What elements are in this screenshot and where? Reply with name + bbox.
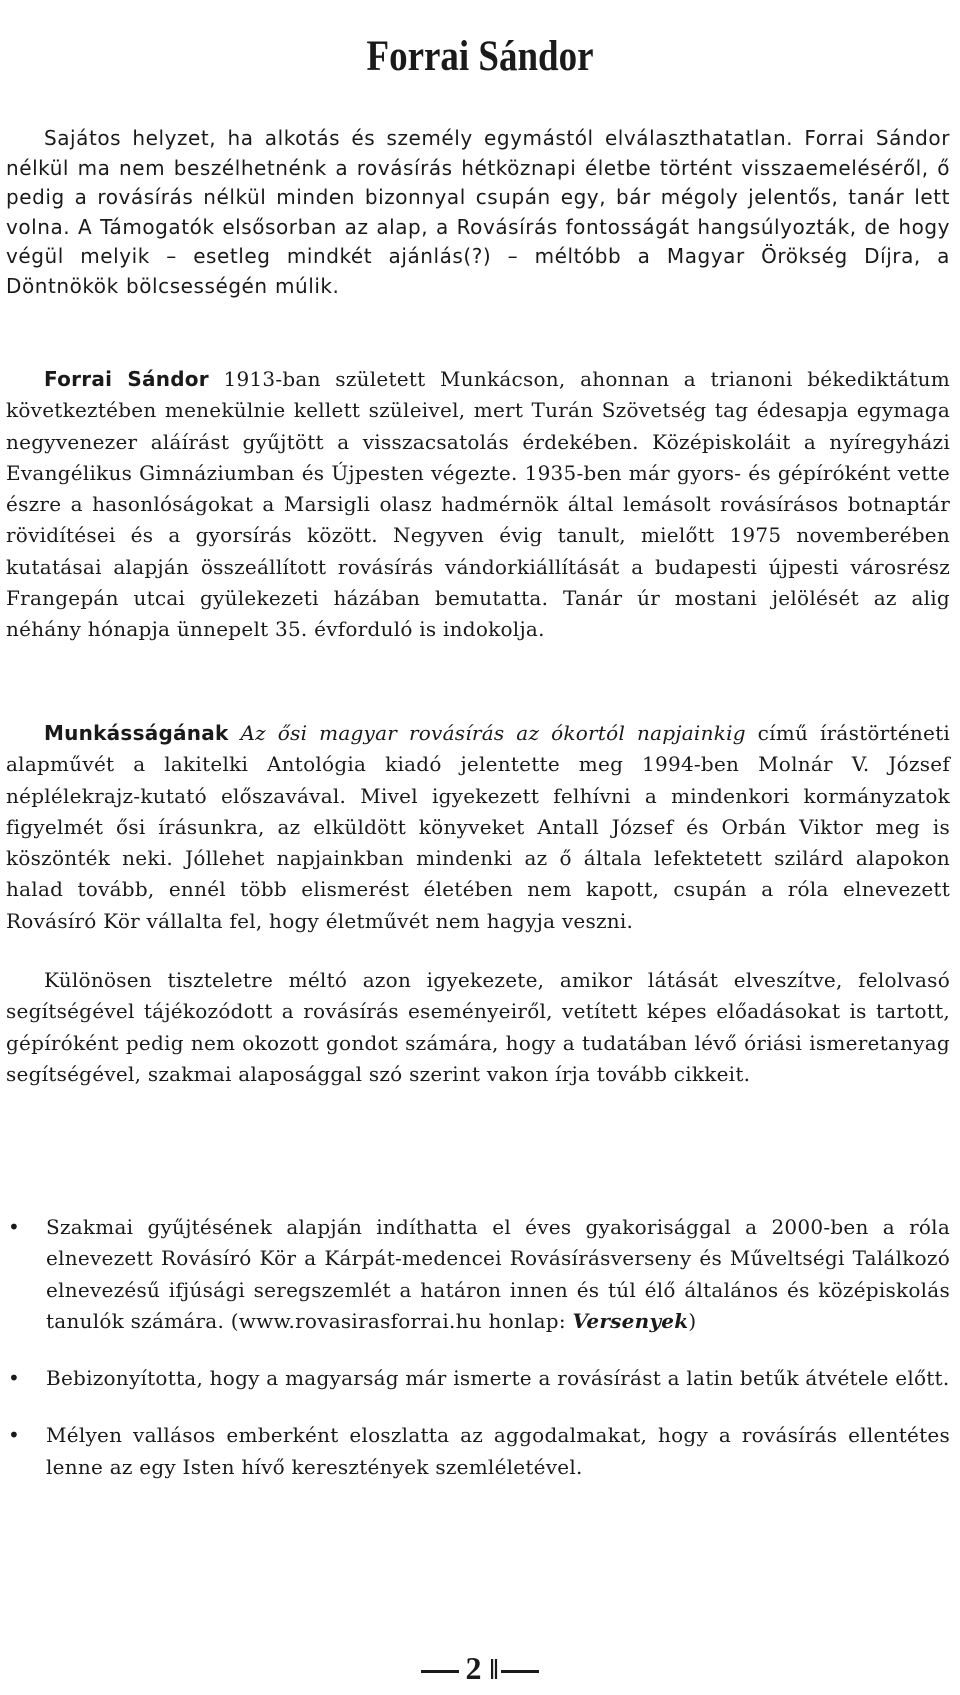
intro-paragraph bbox=[6, 124, 950, 302]
bullet-icon: • bbox=[8, 1366, 21, 1391]
bullet-icon: • bbox=[8, 1215, 21, 1239]
achievement-list bbox=[6, 1212, 950, 1509]
footer-rule-left bbox=[421, 1670, 459, 1673]
paragraph-text: 1913-ban született Munkácson, ahonnan a trianoni békediktátum következtében menekülnie kellett szüleivel, mert Turán Szövetség tag édesapja egymaga negyvenezer aláírást gyűjtött a visszacsatolás érdekében. Középiskoláit a nyíregyházi Evangélikus Gimnáziumban és Újpesten végezte. 1935-ben már gyors- és gépíróként vette észre a hasonlóságokat a Marsigli olasz hadmérnök által lemásolt rovásírásos botnaptár rövidítései és a gyorsírás között. Negyven évig tanult, mielőtt 1975 novemberében kutatásai alapján összeállított rovásírás vándorkiállítását a budapesti újpesti városrész Frangepán utcai gyülekezeti házában bemutatta. Tanár úr mostani jelölését az alig néhány hónapja ünnepelt 35. évforduló is indokolja. bbox=[6, 367, 950, 642]
list-item-text: Szakmai gyűjtésének alapján indíthatta el éves gyakorisággal a 2000-ben a róla elnevezett Rovásíró Kör a Kárpát-medencei Rovásírásverseny és Műveltségi Találkozó elnevezésű ifjúsági seregszemlét a határon innen és túl élő általános és középiskolás tanulók számára. (www.rovasirasforrai.hu honlap: bbox=[46, 1215, 950, 1333]
paragraph-text: című írástörténeti alapművét a lakitelki Antológia kiadó jelentette meg 1994-ben Molnár V. József néplélekrajz-kutató előszavával. Mivel igyekezett felhívni a mindenkori kormányzatok figyelmét ősi írásunkra, az elküldött könyveket Antall József és Orbán Viktor meg is köszönték neki. Jóllehet napjainkban mindenki az ő általa lefektetett szilárd alapokon halad tovább, ennél több elismerést életében nem kapott, csupán a róla elnevezett Rovásíró Kör vállalta fel, hogy életművét nem hagyja veszni. bbox=[6, 721, 951, 933]
paragraph-text: Különösen tiszteletre méltó azon igyekezete, amikor látását elveszítve, felolvasó segítségével tájékozódott a rovásírás eseményeiről, vetített képes előadásokat is tartott, gépíróként pedig nem okozott gondot számára, hogy a tudatában lévő óriási ismeretanyag segítségével, szakmai alaposággal szó szerint vakon írja tovább cikkeit. bbox=[6, 968, 950, 1086]
bullet-icon: • bbox=[8, 1423, 21, 1448]
page-footer bbox=[0, 1650, 960, 1686]
work-paragraph bbox=[6, 718, 950, 937]
versenyek-link[interactable]: Versenyek bbox=[572, 1308, 689, 1333]
dedication-paragraph bbox=[6, 965, 950, 1090]
paragraph-lead: Munkásságának bbox=[44, 721, 229, 745]
list-item-text: Bebizonyította, hogy a magyarság már ismerte a rovásírást a latin betűk átvétele előtt. bbox=[46, 1366, 950, 1391]
rune-mark-icon: ǁ bbox=[489, 1655, 495, 1686]
page-number: 2 bbox=[465, 1650, 482, 1686]
paragraph-lead: Forrai Sándor bbox=[44, 367, 209, 391]
footer-rule-right bbox=[501, 1670, 539, 1673]
book-title: Az ősi magyar rovásírás az ókortól napjainkig bbox=[240, 721, 746, 745]
biography-paragraph bbox=[6, 364, 950, 646]
intro-text: Sajátos helyzet, ha alkotás és személy egymástól elválaszthatatlan. Forrai Sándor nélkül ma nem beszélhetnénk a rovásírás hétköznapi életbe történt visszaemeléséről, ő pedig a rovásírás nélkül minden bizonnyal csupán egy, bár mégoly jelentős, tanár lett volna. A Támogatók elsősorban az alap, a Rovásírás fontosságát hangsúlyozták, de hogy végül melyik – esetleg mindkét ajánlás(?) – méltóbb a Magyar Örökség Díjra, a Döntnökök bölcsességén múlik. bbox=[6, 126, 950, 298]
list-item-text: Mélyen vallásos emberként eloszlatta az aggodalmakat, hogy a rovásírás ellentétes lenne az egy Isten hívő keresztények szemléletével. bbox=[46, 1423, 950, 1479]
list-item bbox=[6, 1363, 950, 1394]
list-item bbox=[6, 1212, 950, 1337]
page-title: Forrai Sándor bbox=[366, 32, 594, 80]
list-item-tail: ) bbox=[688, 1308, 697, 1333]
list-item bbox=[6, 1420, 950, 1483]
